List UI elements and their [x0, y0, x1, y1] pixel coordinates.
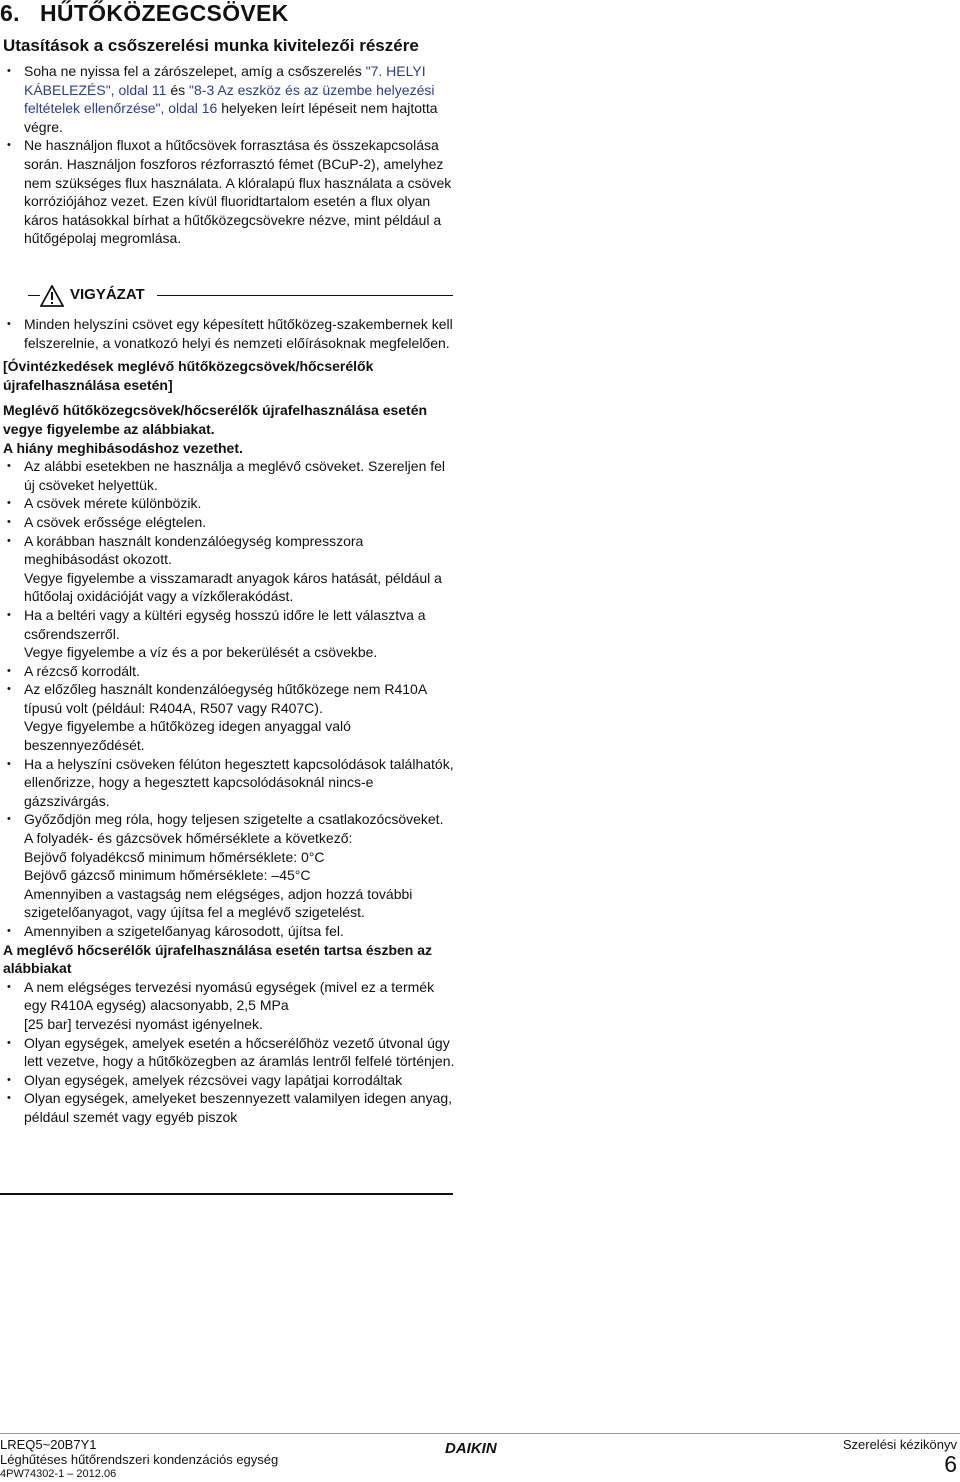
list-item: • A csövek erőssége elégtelen. [3, 513, 458, 532]
link-eszkoz-ellenorzes[interactable]: "8-3 Az eszköz és az üzembe helyezési feltételek ellenőrzése", oldal 16 [24, 81, 435, 117]
svg-text:DAIKIN: DAIKIN [445, 1440, 497, 1456]
list-item-continuation: Vegye figyelembe a hűtőközeg idegen anyaggal való beszennyeződését. [24, 718, 351, 754]
footer-right [843, 1437, 957, 1476]
list-item: • Győződjön meg róla, hogy teljesen szigetelte a csatlakozócsöveket. [3, 810, 458, 829]
list-item: • Az előzőleg használt kondenzálóegység hűtőközege nem R410A típusú volt (például: R404A, R507 vagy R407C). [3, 680, 458, 717]
list-item-continuation: A folyadék- és gázcsövek hőmérséklete a következő: [24, 830, 353, 847]
list-item: • Az alábbi esetekben ne használja a meglévő csöveket. Szereljen fel új csöveket helyettük. [3, 457, 458, 494]
caution-banner [0, 285, 455, 307]
warning-triangle-icon [40, 285, 64, 307]
link-helyi-kabelezes[interactable]: "7. HELYI KÁBELEZÉS", oldal 11 [24, 63, 426, 98]
footer-manual: Szerelési kézikönyv [842, 1437, 957, 1452]
list-item: • Ne használjon fluxot a hűtőcsövek forrasztása és összekapcsolása során. Használjon foszforos rézforrasztó fémet (BCuP-2), amelyhez nem szükséges flux használata. A klóralapú flux használata a csövek korróziójához vezet. Ezen kívül fluoridtartalom esetén a flux olyan káros hatásokkal bírhat a hűtőközegcsövekre nézve, mint például a hűtőgépolaj megromlása. [3, 136, 458, 248]
list-item: • A korábban használt kondenzálóegység kompresszora meghibásodást okozott. [3, 532, 458, 569]
list-item: • A rézcső korrodált. [3, 662, 458, 681]
list-item: • Olyan egységek, amelyeket beszennyezett valamilyen idegen anyag, például szemét vagy egyéb piszok [3, 1089, 458, 1126]
list-item: • A csövek mérete különbözik. [3, 494, 458, 513]
section-title: HŰTŐKÖZEGCSÖVEK [40, 0, 289, 26]
list-item-continuation: [25 bar] tervezési nyomást igényelnek. [24, 1015, 263, 1032]
list-item: • Ha a helyszíni csöveken félúton hegesztett kapcsolódások találhatók, ellenőrizze, hogy a hegesztett kapcsolódásoknál nincs-e gázszivárgás. [3, 755, 458, 811]
list-item-continuation: Amennyiben a vastagság nem elégséges, adjon hozzá további szigetelőanyagot, vagy újítsa fel a meglévő szigetelést. [24, 885, 413, 921]
daikin-logo [443, 1438, 518, 1456]
list-item: • Ha a beltéri vagy a kültéri egység hosszú időre le lett választva a csőrendszerről. [3, 606, 458, 643]
footer-doc-code: 4PW74302-1 – 2012.06 [0, 1468, 117, 1480]
list-item: • Olyan egységek, amelyek esetén a hőcserélőhöz vezető útvonal úgy lett vezetve, hogy a hűtőközegben az áramlás lentről felfelé történjen. [3, 1034, 458, 1071]
section-end-rule [0, 1193, 453, 1195]
list-item-continuation: Bejövő folyadékcső minimum hőmérséklete: 0°C [24, 848, 325, 865]
hx-list [3, 978, 458, 1127]
section-number: 6. [0, 0, 20, 26]
list-item: • Minden helyszíni csövet egy képesített hűtőközeg-szakembernek kell felszerelnie, a vonatkozó helyi és nemzeti előírásoknak megfelelően. [3, 315, 458, 352]
caution-label: VIGYÁZAT [70, 286, 145, 303]
subtitle: Utasítások a csőszerelési munka kivitelezői részére [3, 36, 419, 55]
section-heading [0, 0, 289, 27]
reuse-warning: A hiány meghibásodáshoz vezethet. [3, 439, 243, 456]
caution-content [3, 315, 458, 1127]
reuse-intro: Meglévő hűtőközegcsövek/hőcserélők újrafelhasználása esetén vegye figyelembe az alábbiakat. [3, 402, 428, 437]
list-item-continuation: Vegye figyelembe a visszamaradt anyagok káros hatását, például a hűtőolaj oxidációját vagy a vízkőlerakódást. [24, 569, 442, 605]
list-item: • Olyan egységek, amelyek rézcsövei vagy lapátjai korrodáltak [3, 1071, 458, 1090]
intro-section [3, 62, 458, 248]
reuse-heading: [Óvintézkedések meglévő hűtőközegcsövek/hőcserélők újrafelhasználása esetén] [3, 358, 374, 393]
footer-product: Léghűtéses hűtőrendszeri kondenzációs egység [0, 1452, 279, 1467]
list-item-continuation: Vegye figyelembe a víz és a por bekerülését a csövekbe. [24, 644, 378, 661]
page-number: 6 [944, 1451, 957, 1477]
footer-model: LREQ5~20B7Y1 [0, 1437, 97, 1452]
reuse-list [3, 457, 458, 940]
divider [157, 295, 453, 296]
list-item: • Soha ne nyissa fel a zárószelepet, amíg a csőszerelés "7. HELYI KÁBELEZÉS", oldal 11 és "8-3 Az eszköz és az üzembe helyezési feltételek ellenőrzése", oldal 16 helyeken leírt lépéseit nem hajtotta végre. [3, 62, 458, 136]
list-item-continuation: Bejövő gázcső minimum hőmérséklete: –45°C [24, 867, 311, 884]
footer-divider [0, 1433, 960, 1434]
hx-heading: A meglévő hőcserélők újrafelhasználása esetén tartsa észben az alábbiakat [3, 941, 433, 977]
list-item: • A nem elégséges tervezési nyomású egységek (mivel ez a termék egy R410A egység) alacsonyabb, 2,5 MPa [3, 978, 458, 1015]
list-item: • Amennyiben a szigetelőanyag károsodott, újítsa fel. [3, 922, 458, 941]
divider [28, 295, 40, 296]
footer-left [0, 1437, 278, 1482]
